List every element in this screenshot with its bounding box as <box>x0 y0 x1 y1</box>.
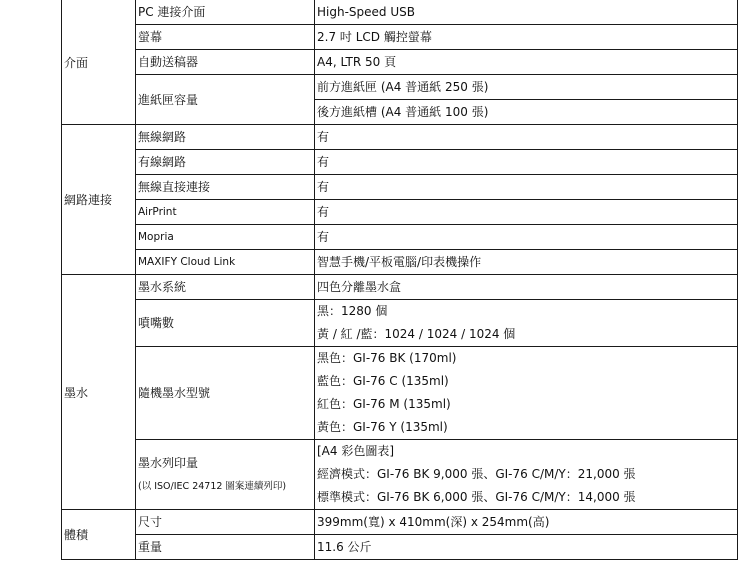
spec-value: 有 <box>315 225 738 250</box>
spec-item: 螢幕 <box>136 25 315 50</box>
spec-value: 有 <box>315 150 738 175</box>
spec-value: 11.6 公斤 <box>315 535 738 560</box>
table-row <box>62 300 738 347</box>
spec-table <box>61 0 738 560</box>
spec-value: 黑：1280 個 黃 / 紅 /藍：1024 / 1024 / 1024 個 <box>315 300 738 347</box>
category-size: 體積 <box>62 510 136 560</box>
table-row <box>62 440 738 510</box>
spec-value: 399mm(寬) x 410mm(深) x 254mm(高) <box>315 510 738 535</box>
table-row <box>62 510 738 535</box>
table-row <box>62 250 738 275</box>
spec-value: High-Speed USB <box>315 0 738 25</box>
spec-item: 無線網路 <box>136 125 315 150</box>
spec-item: MAXIFY Cloud Link <box>136 250 315 275</box>
spec-item: 自動送稿器 <box>136 50 315 75</box>
spec-item: PC 連接介面 <box>136 0 315 25</box>
category-ink: 墨水 <box>62 275 136 510</box>
table-row <box>62 275 738 300</box>
spec-value: 有 <box>315 175 738 200</box>
table-row <box>62 200 738 225</box>
spec-item: 墨水列印量 (以 ISO/IEC 24712 圖案連續列印) <box>136 440 315 510</box>
spec-item: AirPrint <box>136 200 315 225</box>
spec-value: 後方進紙槽 (A4 普通紙 100 張) <box>315 100 738 125</box>
spec-item: 無線直接連接 <box>136 175 315 200</box>
table-row <box>62 50 738 75</box>
table-row <box>62 175 738 200</box>
spec-item-note: (以 ISO/IEC 24712 圖案連續列印) <box>138 480 287 492</box>
spec-item: Mopria <box>136 225 315 250</box>
spec-item: 尺寸 <box>136 510 315 535</box>
spec-item: 噴嘴數 <box>136 300 315 347</box>
table-row <box>62 150 738 175</box>
spec-item: 隨機墨水型號 <box>136 347 315 440</box>
spec-item: 墨水系統 <box>136 275 315 300</box>
spec-item: 進紙匣容量 <box>136 75 315 125</box>
table-row <box>62 125 738 150</box>
table-row <box>62 225 738 250</box>
category-interface: 介面 <box>62 0 136 125</box>
spec-value: 有 <box>315 200 738 225</box>
spec-item: 有線網路 <box>136 150 315 175</box>
spec-item: 重量 <box>136 535 315 560</box>
table-row <box>62 25 738 50</box>
table-row <box>62 535 738 560</box>
spec-value: 智慧手機/平板電腦/印表機操作 <box>315 250 738 275</box>
category-network: 網路連接 <box>62 125 136 275</box>
spec-value: 前方進紙匣 (A4 普通紙 250 張) <box>315 75 738 100</box>
spec-value: 四色分離墨水盒 <box>315 275 738 300</box>
table-row <box>62 75 738 100</box>
table-row <box>62 347 738 440</box>
spec-value: 2.7 吋 LCD 觸控螢幕 <box>315 25 738 50</box>
spec-value: A4, LTR 50 頁 <box>315 50 738 75</box>
table-row <box>62 0 738 25</box>
spec-value: 有 <box>315 125 738 150</box>
spec-value: [A4 彩色圖表] 經濟模式：GI-76 BK 9,000 張、GI-76 C/M/Y：21,000 張 標準模式：GI-76 BK 6,000 張、GI-76 C/M/Y：14,000 張 <box>315 440 738 510</box>
spec-value: 黑色：GI-76 BK (170ml) 藍色：GI-76 C (135ml) 紅色：GI-76 M (135ml) 黃色：GI-76 Y (135ml) <box>315 347 738 440</box>
